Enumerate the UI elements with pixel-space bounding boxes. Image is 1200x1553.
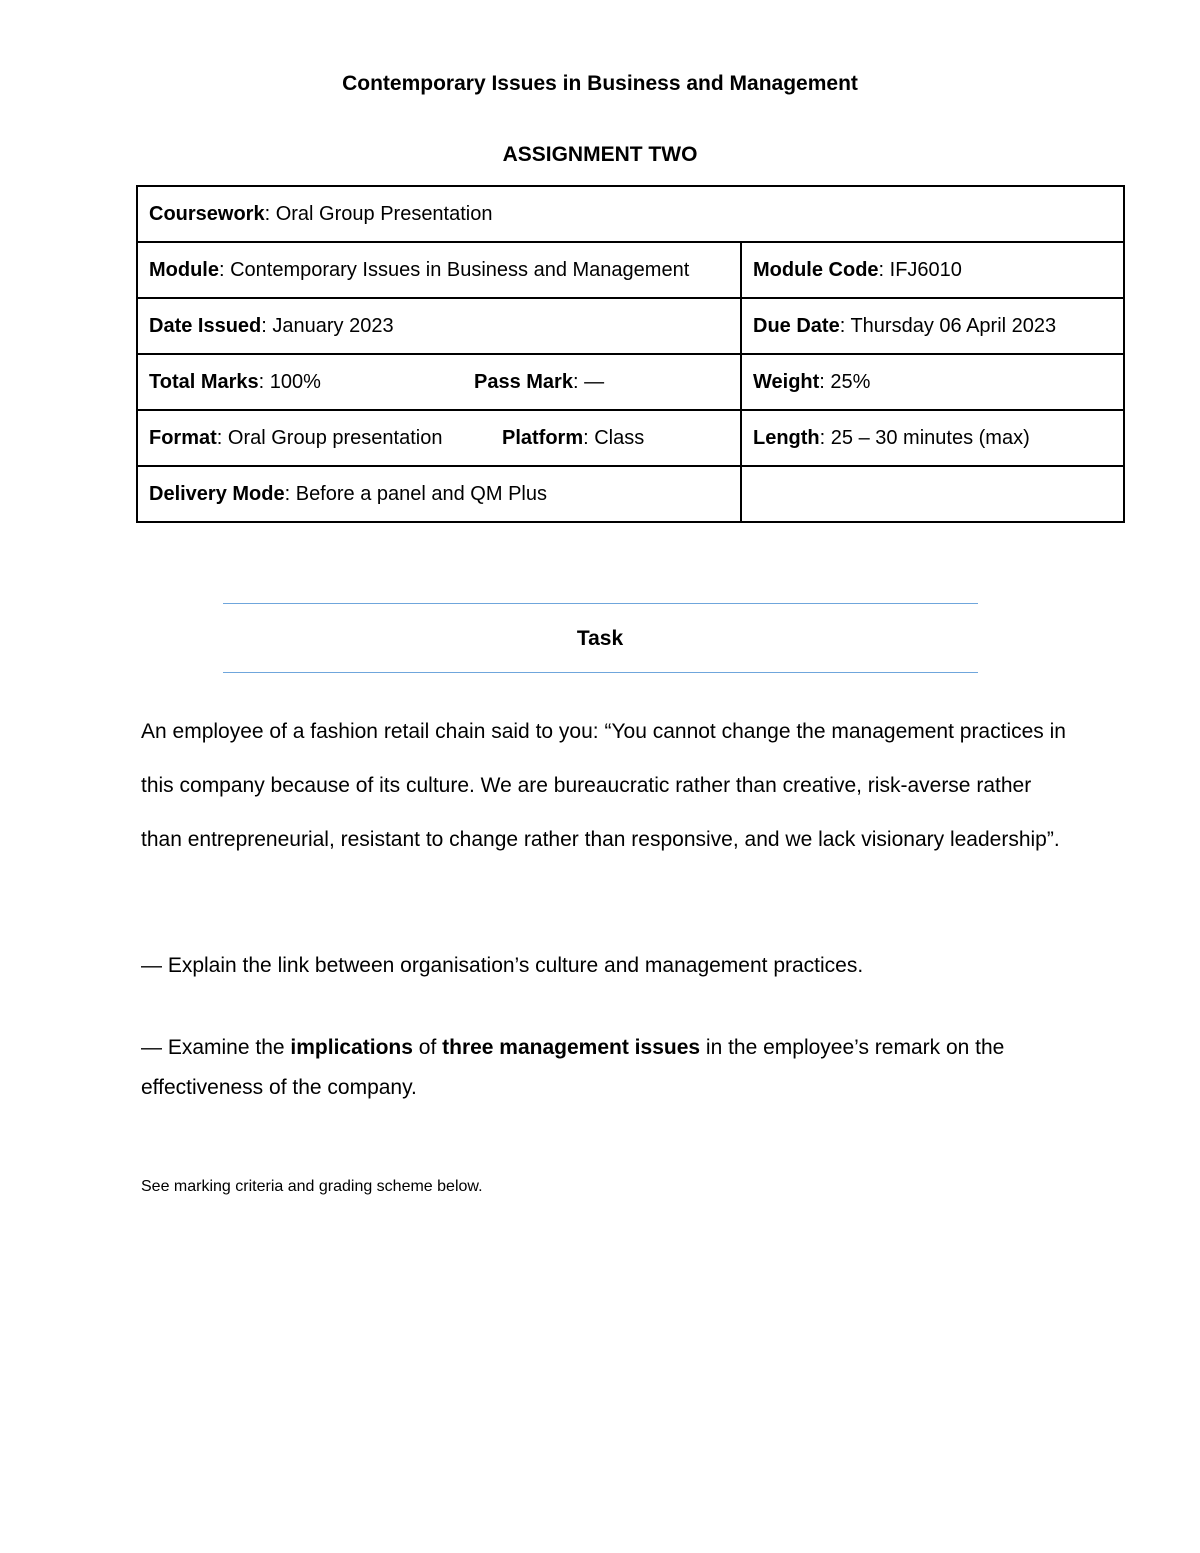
coursework-cell <box>137 186 1124 242</box>
format-value: : Oral Group presentation <box>216 426 443 449</box>
task-divider-bottom <box>223 672 978 673</box>
pass-mark-label: Pass Mark <box>474 370 573 393</box>
platform-label: Platform <box>502 426 584 449</box>
bullet2-suffix: in the employee’s remark on the effectiveness of the company. <box>141 1036 1005 1099</box>
task-divider-top <box>223 603 978 604</box>
bullet2-mid: of <box>412 1036 443 1059</box>
task-bullet-examine <box>141 1028 1071 1108</box>
format-label: Format <box>149 426 217 449</box>
coursework-value: : Oral Group Presentation <box>264 202 493 225</box>
pass-mark <box>474 371 604 394</box>
total-marks <box>149 371 474 394</box>
length-label: Length <box>753 426 820 449</box>
assignment-heading: ASSIGNMENT TWO <box>502 143 698 166</box>
table-row <box>137 186 1124 242</box>
bullet2-bold-implications: implications <box>290 1036 413 1059</box>
module-code-cell <box>741 242 1124 298</box>
module-cell <box>137 242 741 298</box>
total-marks-label: Total Marks <box>149 370 259 393</box>
weight-value: : 25% <box>819 370 871 393</box>
task-bullet-explain: — Explain the link between organisation’s culture and management practices. <box>141 954 864 977</box>
due-date-label: Due Date <box>753 314 840 337</box>
delivery-mode-label: Delivery Mode <box>149 482 285 505</box>
weight-label: Weight <box>753 370 820 393</box>
table-row <box>137 298 1124 354</box>
format <box>149 427 502 450</box>
pass-mark-value: : — <box>572 370 605 393</box>
date-issued-cell <box>137 298 741 354</box>
total-marks-value: : 100% <box>258 370 321 393</box>
table-row <box>137 242 1124 298</box>
marks-cell <box>137 354 741 410</box>
assignment-info-table <box>136 185 1125 523</box>
delivery-mode-cell <box>137 466 741 522</box>
weight-cell <box>741 354 1124 410</box>
date-issued-label: Date Issued <box>149 314 262 337</box>
module-code-value: : IFJ6010 <box>878 258 962 281</box>
length-cell <box>741 410 1124 466</box>
module-label: Module <box>149 258 219 281</box>
delivery-mode-value: : Before a panel and QM Plus <box>284 482 547 505</box>
table-row <box>137 410 1124 466</box>
platform <box>502 427 644 450</box>
table-row <box>137 354 1124 410</box>
document-title: Contemporary Issues in Business and Management <box>342 72 858 95</box>
module-code-label: Module Code <box>753 258 879 281</box>
due-date-cell <box>741 298 1124 354</box>
task-heading: Task <box>576 627 624 650</box>
due-date-value: : Thursday 06 April 2023 <box>839 314 1057 337</box>
employee-quote-paragraph: An employee of a fashion retail chain said to you: “You cannot change the management practices in this company because of its culture. We are bureaucratic rather than creative, risk-averse rather than entrepreneurial, resistant to change rather than responsive, and we lack visionary leadership”. <box>141 720 1066 851</box>
platform-value: : Class <box>583 426 645 449</box>
date-issued-value: : January 2023 <box>261 314 394 337</box>
bullet2-prefix: — Examine the <box>141 1036 291 1059</box>
bullet2-bold-issues: three management issues <box>442 1036 701 1059</box>
empty-cell <box>741 466 1124 522</box>
marking-criteria-note: See marking criteria and grading scheme below. <box>141 1178 483 1195</box>
format-cell <box>137 410 741 466</box>
table-row <box>137 466 1124 522</box>
module-value: : Contemporary Issues in Business and Management <box>219 258 690 281</box>
coursework-label: Coursework <box>149 202 265 225</box>
length-value: : 25 – 30 minutes (max) <box>819 426 1030 449</box>
